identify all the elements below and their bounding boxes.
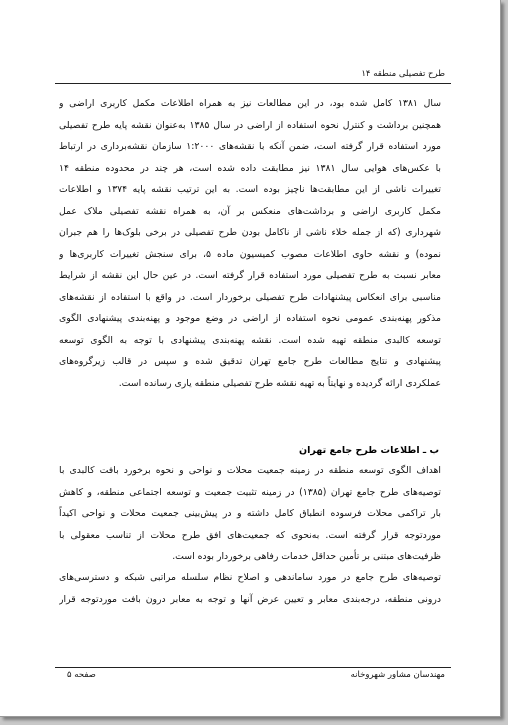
text-line: موردتوجه قرار گرفته است. به‌نحوی که جمعیت‌های افق طرح محلات از تناسب معقولی با [59,529,441,541]
publisher-name: مهندسان مشاور شهروخانه [350,670,445,680]
footer-rule [55,667,451,668]
text-line: مناسبی برای انعکاس پیشنهادات طرح تفصیلی برخوردار است. در واقع با استفاده از نقشه‌های [59,291,441,303]
text-line: مذکور پهنه‌بندی عمومی نحوه استفاده از اراضی در وضع موجود و پهنه‌بندی پیشنهادی الگوی [59,313,441,324]
paragraph-3 [59,567,441,610]
text-line: ظرفیت‌های مبتنی بر تأمین حداقل خدمات رفاهی برخوردار بوده است. [172,551,441,562]
text-line: مکمل کاربری اراضی و برداشت‌های منعکس بر آن، به همراه نقشه تفصیلی ملاک عمل [59,205,441,217]
text-line: توصیه‌های طرح جامع در مورد ساماندهی و اصلاح نظام سلسله مراتبی شبکه و دسترسی‌های [59,572,441,583]
section-heading: ب ـ اطلاعات طرح جامع تهران [299,445,439,456]
text-line: توصیه‌های طرح جامع تهران (۱۳۸۵) در زمینه تثبیت جمعیت و توسعه اجتماعی منطقه، و کاهش [59,486,441,498]
text-line: عملکردی ارائه گردیده و نهایتاً به تهیه نقشه طرح تفصیلی منطقه یاری رسانده است. [118,377,441,389]
text-line: تغییرات ناشی از این مطابقت‌ها ناچیز بوده است. به این ترتیب نقشه پایه ۱۳۷۴ و اطلاعات [59,184,441,195]
running-header-title: طرح تفصیلی منطقه ۱۴ [361,69,445,79]
text-line: مورد استفاده قرار گرفته است، ضمن آنکه با نقشه‌های ۱:۲۰۰۰ سازمان نقشه‌برداری در ارتباط [59,141,441,152]
text-line: نموده) و نقشه حاوی اطلاعات مصوب کمیسیون ماده ۵، برای سنجش تغییرات کاربری‌ها و [59,248,441,260]
text-line: درونی منطقه، درجه‌بندی معابر و تعیین عرض آنها و توجه به معابر درون بافت موردتوجه قرار [59,593,441,605]
text-line: توسعه کالبدی منطقه تهیه شده است. نقشه پهنه‌بندی پیشنهادی با توجه به الگوی توسعه [59,334,441,346]
text-line: پیشنهادی و نتایج مطالعات طرح جامع تهران تدقیق شده و سپس در قالب زیرگروه‌های [59,356,441,367]
text-line: معابر نسبت به طرح تفصیلی مورد استفاده قرار گرفته است. در عین حال این نقشه از شرایط [59,270,441,281]
page-number: صفحه ۵ [67,670,96,680]
text-line: همچنین برداشت و کنترل نحوه استفاده از اراضی در سال ۱۳۸۵ به‌عنوان نقشه پایه طرح تفصیلی [59,119,441,131]
paragraph-2 [59,460,441,568]
text-line: بار تراکمی محلات فرسوده انطباق کامل داشته و در پیش‌بینی جمعیت محلات و نواحی اکیداً [59,508,441,519]
text-line: سال ۱۳۸۱ کامل شده بود، در این مطالعات نیز به همراه اطلاعات مکمل کاربری اراضی و [59,98,441,109]
text-line: با عکس‌های هوایی سال ۱۳۸۱ نیز مطابقت داده شده است، هر چند در محدوده منطقه ۱۴ [59,162,441,174]
paragraph-1 [59,93,441,394]
text-line: اهداف الگوی توسعه منطقه در زمینه جمعیت محلات و نواحی و نحوه برخورد بافت کالبدی با [59,465,441,476]
text-line: شهرداری (که از جمله خلاء ناشی از ناکامل بودن طرح تفصیلی در برخی بلوک‌ها را هم جبران [59,227,441,238]
header-rule [55,83,451,84]
